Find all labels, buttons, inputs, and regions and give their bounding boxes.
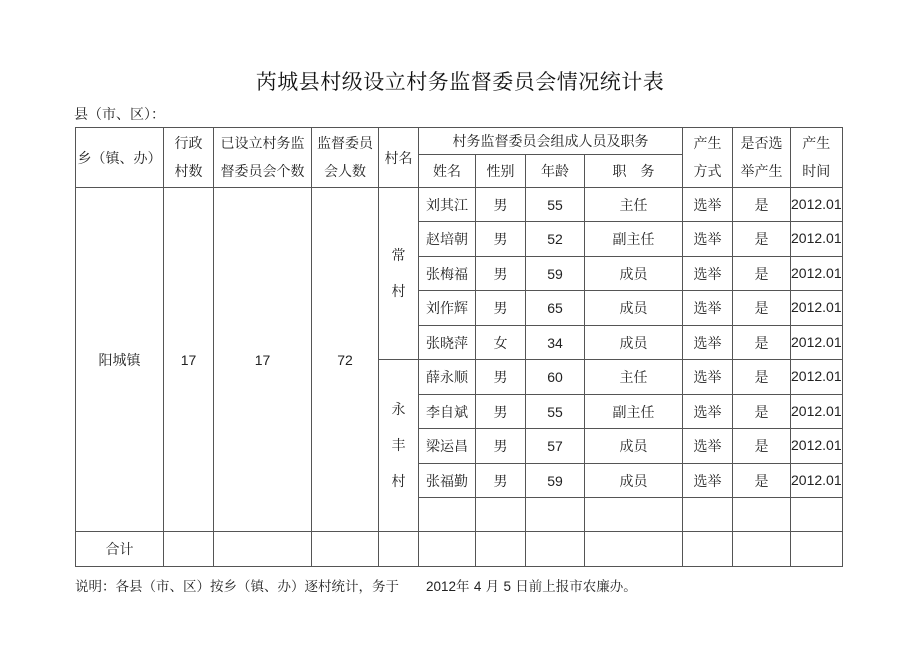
time-cell [791, 395, 843, 429]
empty-cell [791, 532, 843, 567]
empty-cell [214, 532, 312, 567]
header-age: 年龄 [526, 155, 585, 188]
header-township: 乡（镇、办） [76, 128, 164, 188]
elected-cell: 是 [733, 464, 791, 498]
age-cell: 34 [526, 326, 585, 360]
total-label: 合计 [76, 532, 164, 567]
time-cell [791, 429, 843, 464]
name-cell: 赵培朝 [419, 222, 476, 257]
gender-cell: 女 [476, 326, 526, 360]
time-text: 2012.01 [791, 299, 842, 315]
empty-cell [791, 498, 843, 532]
elected-cell: 是 [733, 326, 791, 360]
time-text: 2012.01 [791, 437, 842, 453]
gender-cell: 男 [476, 188, 526, 222]
village-char: 丰 [391, 437, 406, 454]
method-cell: 选举 [683, 291, 733, 326]
header-text: 方式 [693, 163, 722, 180]
header-elected [733, 128, 791, 188]
header-text: 村数 [174, 163, 203, 180]
header-text: 时间 [802, 163, 831, 180]
empty-cell [312, 532, 379, 567]
position-cell: 副主任 [585, 395, 683, 429]
empty-cell [585, 498, 683, 532]
header-gender: 性别 [476, 155, 526, 188]
village-name-cell [379, 360, 419, 532]
time-text: 2012.01 [791, 472, 842, 488]
header-text: 督委员会个数 [220, 163, 305, 180]
elected-cell: 是 [733, 257, 791, 291]
note-day: 5 [503, 579, 511, 594]
header-text: 是否选 [740, 135, 783, 152]
position-cell: 副主任 [585, 222, 683, 257]
empty-cell [164, 532, 214, 567]
village-char: 村 [391, 283, 406, 300]
header-time [791, 128, 843, 188]
village-char: 村 [391, 473, 406, 490]
age-cell: 55 [526, 188, 585, 222]
name-cell: 梁运昌 [419, 429, 476, 464]
age-cell: 60 [526, 360, 585, 395]
header-committees [214, 128, 312, 188]
name-cell: 刘其江 [419, 188, 476, 222]
header-members [312, 128, 379, 188]
name-cell: 张梅福 [419, 257, 476, 291]
header-village-name: 村名 [379, 128, 419, 188]
time-cell [791, 222, 843, 257]
note-text: 月 [481, 579, 504, 595]
empty-cell [379, 532, 419, 567]
name-cell: 张福勤 [419, 464, 476, 498]
village-char: 永 [391, 401, 406, 418]
note-text: 年 [456, 579, 474, 595]
total-row [76, 532, 843, 567]
statistics-table [75, 127, 843, 567]
time-cell [791, 257, 843, 291]
age-cell: 52 [526, 222, 585, 257]
header-name: 姓名 [419, 155, 476, 188]
county-label: 县（市、区）： [74, 107, 165, 123]
admin-villages-cell: 17 [164, 188, 214, 532]
time-cell [791, 326, 843, 360]
time-text: 2012.01 [791, 368, 842, 384]
header-text: 产生 [693, 135, 722, 152]
header-group: 村务监督委员会组成人员及职务 [419, 128, 683, 155]
header-text: 监督委员 [317, 135, 373, 152]
elected-cell: 是 [733, 222, 791, 257]
gender-cell: 男 [476, 222, 526, 257]
empty-cell [526, 532, 585, 567]
time-text: 2012.01 [791, 230, 842, 246]
elected-cell: 是 [733, 188, 791, 222]
age-cell: 65 [526, 291, 585, 326]
time-cell [791, 464, 843, 498]
position-cell: 成员 [585, 429, 683, 464]
method-cell: 选举 [683, 222, 733, 257]
time-text: 2012.01 [791, 334, 842, 350]
name-cell: 刘作辉 [419, 291, 476, 326]
gender-cell: 男 [476, 395, 526, 429]
time-text: 2012.01 [791, 403, 842, 419]
header-text: 行政 [174, 135, 203, 152]
gender-cell: 男 [476, 429, 526, 464]
gender-cell: 男 [476, 291, 526, 326]
table-row [76, 188, 843, 222]
time-cell [791, 188, 843, 222]
empty-cell [585, 532, 683, 567]
method-cell: 选举 [683, 464, 733, 498]
note-month: 4 [473, 579, 482, 594]
empty-cell [476, 498, 526, 532]
method-cell: 选举 [683, 395, 733, 429]
time-text: 2012.01 [791, 265, 842, 281]
elected-cell: 是 [733, 360, 791, 395]
elected-cell: 是 [733, 395, 791, 429]
committees-cell: 17 [214, 188, 312, 532]
gender-cell: 男 [476, 464, 526, 498]
position-cell: 主任 [585, 360, 683, 395]
gender-cell: 男 [476, 257, 526, 291]
township-cell: 阳城镇 [76, 188, 164, 532]
empty-cell [419, 532, 476, 567]
position-cell: 成员 [585, 291, 683, 326]
header-admin-villages [164, 128, 214, 188]
time-cell [791, 291, 843, 326]
header-text: 举产生 [740, 163, 783, 180]
header-text: 已设立村务监 [220, 135, 305, 152]
header-position: 职 务 [585, 155, 683, 188]
method-cell: 选举 [683, 188, 733, 222]
members-cell: 72 [312, 188, 379, 532]
position-cell: 成员 [585, 464, 683, 498]
method-cell: 选举 [683, 429, 733, 464]
position-cell: 成员 [585, 326, 683, 360]
time-cell [791, 360, 843, 395]
page-title: 芮城县村级设立村务监督委员会情况统计表 [255, 70, 665, 94]
empty-cell [526, 498, 585, 532]
header-text: 会人数 [324, 163, 366, 180]
position-cell: 主任 [585, 188, 683, 222]
elected-cell: 是 [733, 429, 791, 464]
empty-cell [733, 532, 791, 567]
empty-cell [683, 498, 733, 532]
time-text: 2012.01 [791, 196, 842, 212]
header-method [683, 128, 733, 188]
note-text: 日前上报市农廉办。 [510, 579, 637, 595]
village-name-cell [379, 188, 419, 360]
empty-cell [733, 498, 791, 532]
age-cell: 55 [526, 395, 585, 429]
name-cell: 张晓萍 [419, 326, 476, 360]
name-cell: 李自斌 [419, 395, 476, 429]
method-cell: 选举 [683, 360, 733, 395]
header-row-1 [76, 128, 843, 155]
name-cell: 薛永顺 [419, 360, 476, 395]
gender-cell: 男 [476, 360, 526, 395]
age-cell: 59 [526, 464, 585, 498]
footnote [75, 575, 637, 595]
age-cell: 59 [526, 257, 585, 291]
header-text: 产生 [802, 135, 831, 152]
method-cell: 选举 [683, 257, 733, 291]
note-text: 说明：各县（市、区）按乡（镇、办）逐村统计，务于 [75, 579, 426, 595]
method-cell: 选举 [683, 326, 733, 360]
empty-cell [476, 532, 526, 567]
empty-cell [683, 532, 733, 567]
position-cell: 成员 [585, 257, 683, 291]
elected-cell: 是 [733, 291, 791, 326]
note-year: 2012 [426, 579, 457, 594]
village-char: 常 [391, 247, 406, 264]
age-cell: 57 [526, 429, 585, 464]
empty-cell [419, 498, 476, 532]
